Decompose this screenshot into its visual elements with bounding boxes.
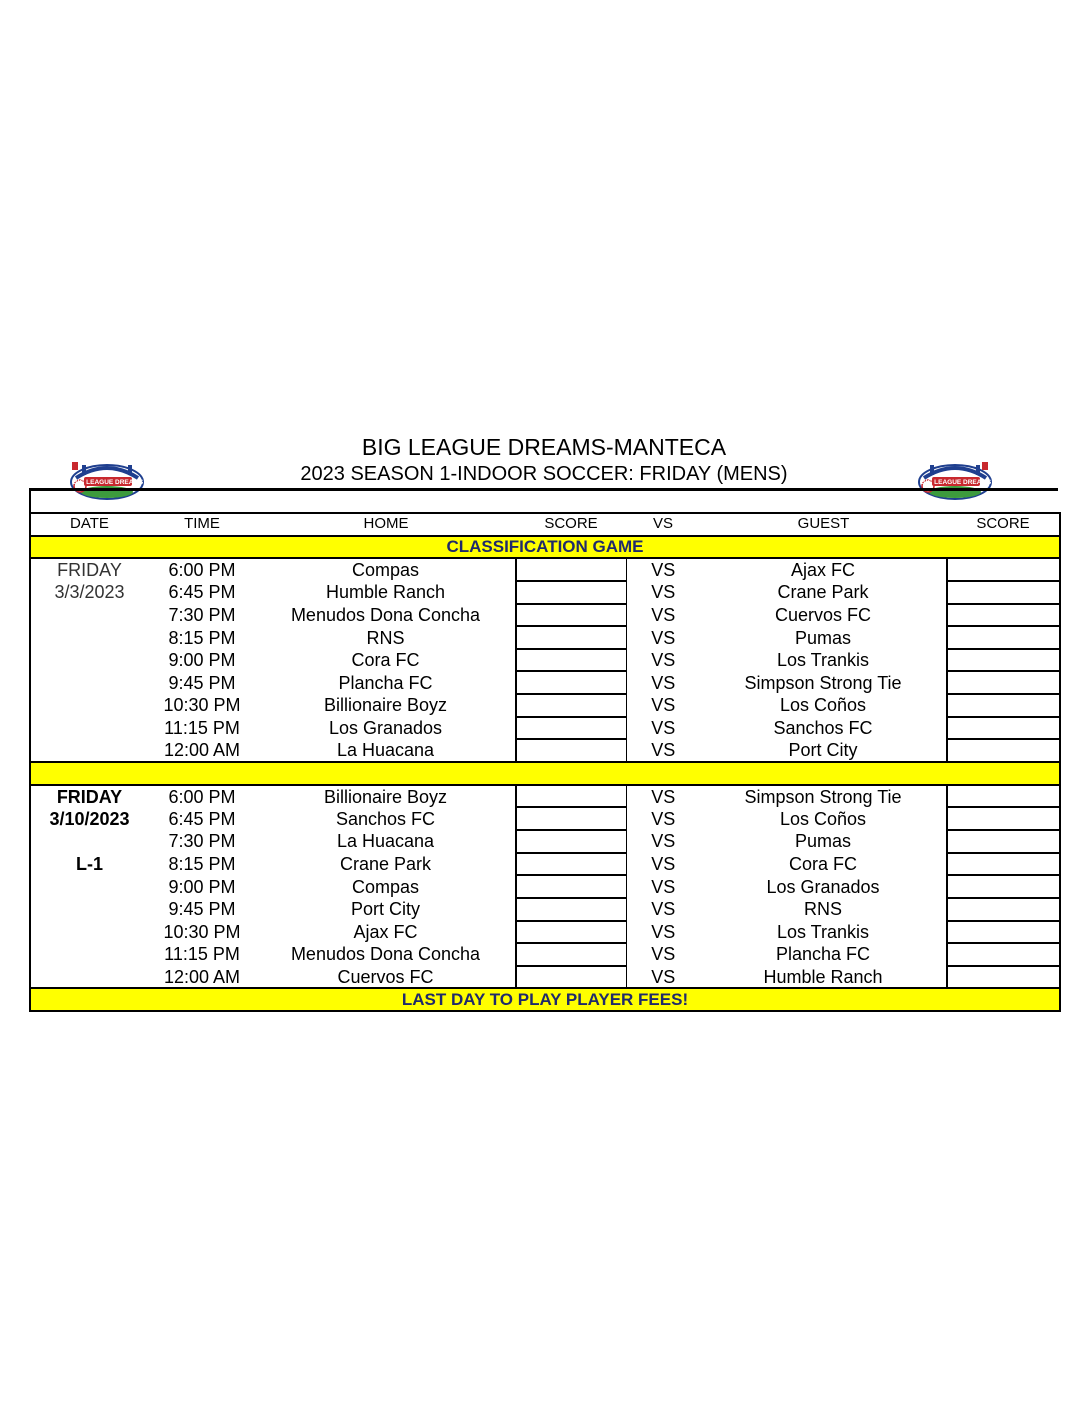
game-row	[30, 830, 1060, 853]
home-score-box[interactable]	[516, 898, 626, 921]
game-row	[30, 898, 1060, 921]
home-team: Compas	[351, 560, 420, 581]
game-row	[30, 943, 1060, 966]
game-time: 9:45 PM	[168, 899, 236, 920]
game-time: 8:15 PM	[168, 853, 236, 874]
banner-row	[30, 536, 1060, 559]
game-time: 11:15 PM	[164, 944, 240, 965]
home-score-box[interactable]	[516, 853, 626, 876]
guest-score-box[interactable]	[947, 626, 1060, 649]
home-team: Humble Ranch	[325, 582, 446, 603]
home-score-box[interactable]	[516, 807, 626, 830]
home-score-box[interactable]	[516, 604, 626, 627]
home-score-box[interactable]	[516, 875, 626, 898]
home-team: Ajax FC	[353, 921, 418, 942]
game-row	[30, 626, 1060, 649]
guest-score-box[interactable]	[947, 739, 1060, 762]
game-time: 8:15 PM	[168, 627, 236, 648]
versus-label: VS	[651, 786, 676, 807]
guest-score-box[interactable]	[947, 943, 1060, 966]
versus-label: VS	[651, 582, 676, 603]
game-date	[30, 604, 148, 627]
game-time: 6:45 PM	[168, 808, 236, 829]
header-home: HOME	[256, 513, 516, 536]
guest-score-box[interactable]	[947, 649, 1060, 672]
guest-team: Port City	[700, 739, 947, 762]
header-bar	[29, 488, 1058, 512]
game-time: 9:00 PM	[168, 650, 236, 671]
game-row	[30, 785, 1060, 808]
guest-team: Crane Park	[700, 581, 947, 604]
guest-team: Humble Ranch	[700, 966, 947, 989]
game-time: 9:45 PM	[168, 672, 236, 693]
game-time: 9:00 PM	[168, 876, 236, 897]
game-time: 7:30 PM	[168, 604, 236, 625]
classification-banner: CLASSIFICATION GAME	[30, 536, 1060, 559]
guest-score-box[interactable]	[947, 785, 1060, 808]
guest-team: Los Coños	[700, 807, 947, 830]
home-score-box[interactable]	[516, 671, 626, 694]
versus-label: VS	[651, 876, 676, 897]
versus-label: VS	[651, 650, 676, 671]
home-team: Los Granados	[328, 718, 443, 739]
game-time: 11:15 PM	[164, 718, 240, 739]
home-team: Sanchos FC	[335, 808, 436, 829]
game-time: 10:30 PM	[163, 921, 241, 942]
guest-score-box[interactable]	[947, 898, 1060, 921]
guest-team: Los Trankis	[700, 921, 947, 944]
versus-label: VS	[651, 604, 676, 625]
guest-team: Ajax FC	[700, 558, 947, 581]
guest-score-box[interactable]	[947, 694, 1060, 717]
footer-banner-row	[30, 988, 1060, 1011]
home-team: Cora FC	[351, 650, 420, 671]
schedule-table	[29, 512, 1061, 1012]
guest-team: Pumas	[700, 626, 947, 649]
guest-team: Simpson Strong Tie	[700, 671, 947, 694]
guest-score-box[interactable]	[947, 604, 1060, 627]
home-team: Menudos Dona Concha	[290, 604, 481, 625]
game-date	[30, 875, 148, 898]
home-team: Cuervos FC	[337, 966, 434, 987]
home-score-box[interactable]	[516, 739, 626, 762]
game-time: 10:30 PM	[163, 695, 241, 716]
game-row	[30, 604, 1060, 627]
home-score-box[interactable]	[516, 717, 626, 740]
game-row	[30, 694, 1060, 717]
home-score-box[interactable]	[516, 966, 626, 989]
separator-row	[30, 762, 1060, 785]
guest-score-box[interactable]	[947, 558, 1060, 581]
home-team: Billionaire Boyz	[323, 786, 448, 807]
game-time: 6:00 PM	[168, 560, 236, 581]
versus-label: VS	[651, 831, 676, 852]
game-time: 7:30 PM	[168, 831, 236, 852]
header-vs: VS	[626, 513, 700, 536]
game-time: 6:00 PM	[168, 786, 236, 807]
game-row	[30, 807, 1060, 830]
game-date	[30, 943, 148, 966]
guest-team: Los Trankis	[700, 649, 947, 672]
guest-team: Los Coños	[700, 694, 947, 717]
home-score-box[interactable]	[516, 943, 626, 966]
guest-team: RNS	[700, 898, 947, 921]
home-score-box[interactable]	[516, 694, 626, 717]
guest-team: Sanchos FC	[700, 717, 947, 740]
svg-text:BIG LEAGUE DREAMS: BIG LEAGUE DREAMS	[920, 479, 992, 486]
home-team: Billionaire Boyz	[323, 695, 448, 716]
game-date	[30, 830, 148, 853]
game-row	[30, 581, 1060, 604]
game-row	[30, 671, 1060, 694]
home-score-box[interactable]	[516, 649, 626, 672]
home-score-box[interactable]	[516, 626, 626, 649]
guest-team: Cora FC	[700, 853, 947, 876]
versus-label: VS	[651, 966, 676, 987]
home-team: La Huacana	[336, 831, 435, 852]
home-score-box[interactable]	[516, 581, 626, 604]
header-row	[30, 513, 1060, 536]
game-date	[30, 717, 148, 740]
versus-label: VS	[651, 921, 676, 942]
home-score-box[interactable]	[516, 921, 626, 944]
versus-label: VS	[651, 899, 676, 920]
home-team: Compas	[351, 876, 420, 897]
game-row	[30, 853, 1060, 876]
game-date: 3/10/2023	[30, 807, 148, 830]
guest-score-box[interactable]	[947, 717, 1060, 740]
guest-team: Plancha FC	[700, 943, 947, 966]
game-date	[30, 671, 148, 694]
game-date: FRIDAY	[30, 785, 148, 808]
home-team: Plancha FC	[338, 672, 433, 693]
guest-score-box[interactable]	[947, 830, 1060, 853]
svg-text:BIG LEAGUE DREAMS: BIG LEAGUE DREAMS	[72, 479, 144, 486]
versus-label: VS	[651, 853, 676, 874]
page-subtitle: 2023 SEASON 1-INDOOR SOCCER: FRIDAY (MENS)	[300, 463, 788, 485]
home-team: Crane Park	[339, 853, 432, 874]
versus-label: VS	[651, 627, 676, 648]
header-score: SCORE	[516, 513, 626, 536]
game-row	[30, 875, 1060, 898]
home-score-box[interactable]	[516, 830, 626, 853]
home-team: La Huacana	[336, 740, 435, 761]
guest-team: Cuervos FC	[700, 604, 947, 627]
home-score-box[interactable]	[516, 785, 626, 808]
game-row	[30, 966, 1060, 989]
game-date	[30, 921, 148, 944]
versus-label: VS	[651, 560, 676, 581]
game-row	[30, 921, 1060, 944]
game-date	[30, 898, 148, 921]
versus-label: VS	[651, 808, 676, 829]
guest-team: Pumas	[700, 830, 947, 853]
guest-score-box[interactable]	[947, 807, 1060, 830]
versus-label: VS	[651, 740, 676, 761]
game-date: L-1	[30, 853, 148, 876]
home-team: Port City	[350, 899, 420, 920]
game-time: 12:00 AM	[163, 740, 241, 761]
game-date: FRIDAY	[30, 558, 148, 581]
game-date	[30, 649, 148, 672]
guest-score-box[interactable]	[947, 921, 1060, 944]
versus-label: VS	[651, 672, 676, 693]
guest-team: Simpson Strong Tie	[700, 785, 947, 808]
game-date	[30, 626, 148, 649]
home-score-box[interactable]	[516, 558, 626, 581]
header-time: TIME	[148, 513, 256, 536]
game-row	[30, 558, 1060, 581]
guest-score-box[interactable]	[947, 581, 1060, 604]
home-team: RNS	[366, 627, 405, 648]
versus-label: VS	[651, 695, 676, 716]
game-row	[30, 739, 1060, 762]
guest-score-box[interactable]	[947, 875, 1060, 898]
game-row	[30, 649, 1060, 672]
separator-band	[30, 762, 1060, 785]
home-team: Menudos Dona Concha	[290, 944, 481, 965]
player-fees-banner: LAST DAY TO PLAY PLAYER FEES!	[30, 988, 1060, 1011]
page-title: BIG LEAGUE DREAMS-MANTECA	[361, 434, 727, 460]
game-row	[30, 717, 1060, 740]
game-time: 6:45 PM	[168, 582, 236, 603]
versus-label: VS	[651, 944, 676, 965]
game-date	[30, 739, 148, 762]
header-date: DATE	[30, 513, 148, 536]
game-time: 12:00 AM	[163, 966, 241, 987]
guest-score-box[interactable]	[947, 853, 1060, 876]
header-guest: GUEST	[700, 513, 947, 536]
game-date	[30, 694, 148, 717]
guest-score-box[interactable]	[947, 671, 1060, 694]
guest-score-box[interactable]	[947, 966, 1060, 989]
header-guest-score: SCORE	[947, 513, 1060, 536]
game-date: 3/3/2023	[30, 581, 148, 604]
versus-label: VS	[651, 718, 676, 739]
game-date	[30, 966, 148, 989]
guest-team: Los Granados	[700, 875, 947, 898]
